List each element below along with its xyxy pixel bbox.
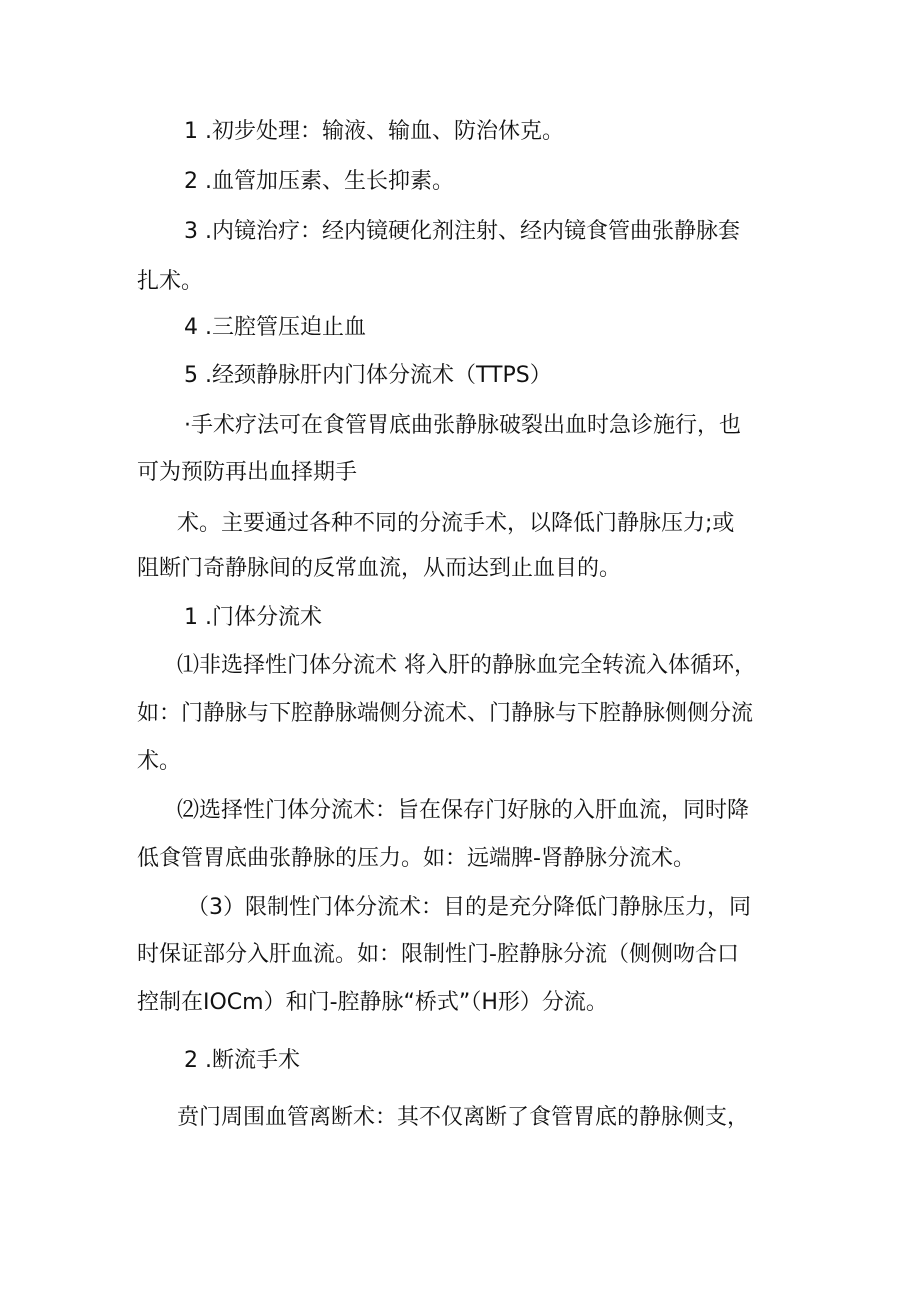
text-line: 阻断门奇静脉间的反常血流，从而达到止血目的。 (137, 556, 622, 581)
text-line: ⑴非选择性门体分流术 将入肝的静脉血完全转流入体循环， (177, 653, 756, 678)
text-line: 时保证部分入肝血流。如：限制性门-腔静脉分流（侧侧吻合口 (137, 942, 739, 967)
text-line: ⑵选择性门体分流术：旨在保存门好脉的入肝血流，同时降 (177, 798, 750, 823)
text-line: 2 .血管加压素、生长抑素。 (184, 169, 454, 194)
text-line: ·手术疗法可在食管胃底曲张静脉破裂出血时急诊施行，也 (184, 413, 741, 438)
text-line: 扎术。 (137, 269, 204, 294)
text-line: 如：门静脉与下腔静脉端侧分流术、门静脉与下腔静脉侧侧分流 (137, 701, 754, 726)
text-line: 3 .内镜治疗：经内镜硬化剂注射、经内镜食管曲张静脉套 (184, 219, 740, 244)
text-line: 1 .门体分流术 (184, 605, 322, 630)
text-line: 术。 (137, 749, 182, 774)
text-line: 控制在IOCm）和门-腔静脉“桥式”（H形）分流。 (137, 990, 608, 1015)
text-line: 4 .三腔管压迫止血 (184, 315, 366, 340)
text-line: 5 .经颈静脉肝内门体分流术（TTPS） (184, 363, 552, 388)
text-line: 术。主要通过各种不同的分流手术，以降低门静脉压力;或 (177, 511, 735, 536)
text-line: 低食管胃底曲张静脉的压力。如：远端脾-肾静脉分流术。 (137, 846, 695, 871)
text-line: 贲门周围血管离断术：其不仅离断了食管胃底的静脉侧支， (177, 1105, 750, 1130)
text-line: 1 .初步处理：输液、输血、防治休克。 (184, 119, 564, 144)
text-line: 可为预防再出血择期手 (137, 460, 358, 485)
text-line: （3）限制性门体分流术：目的是充分降低门静脉压力，同 (187, 895, 751, 920)
text-line: 2 .断流手术 (184, 1048, 300, 1073)
